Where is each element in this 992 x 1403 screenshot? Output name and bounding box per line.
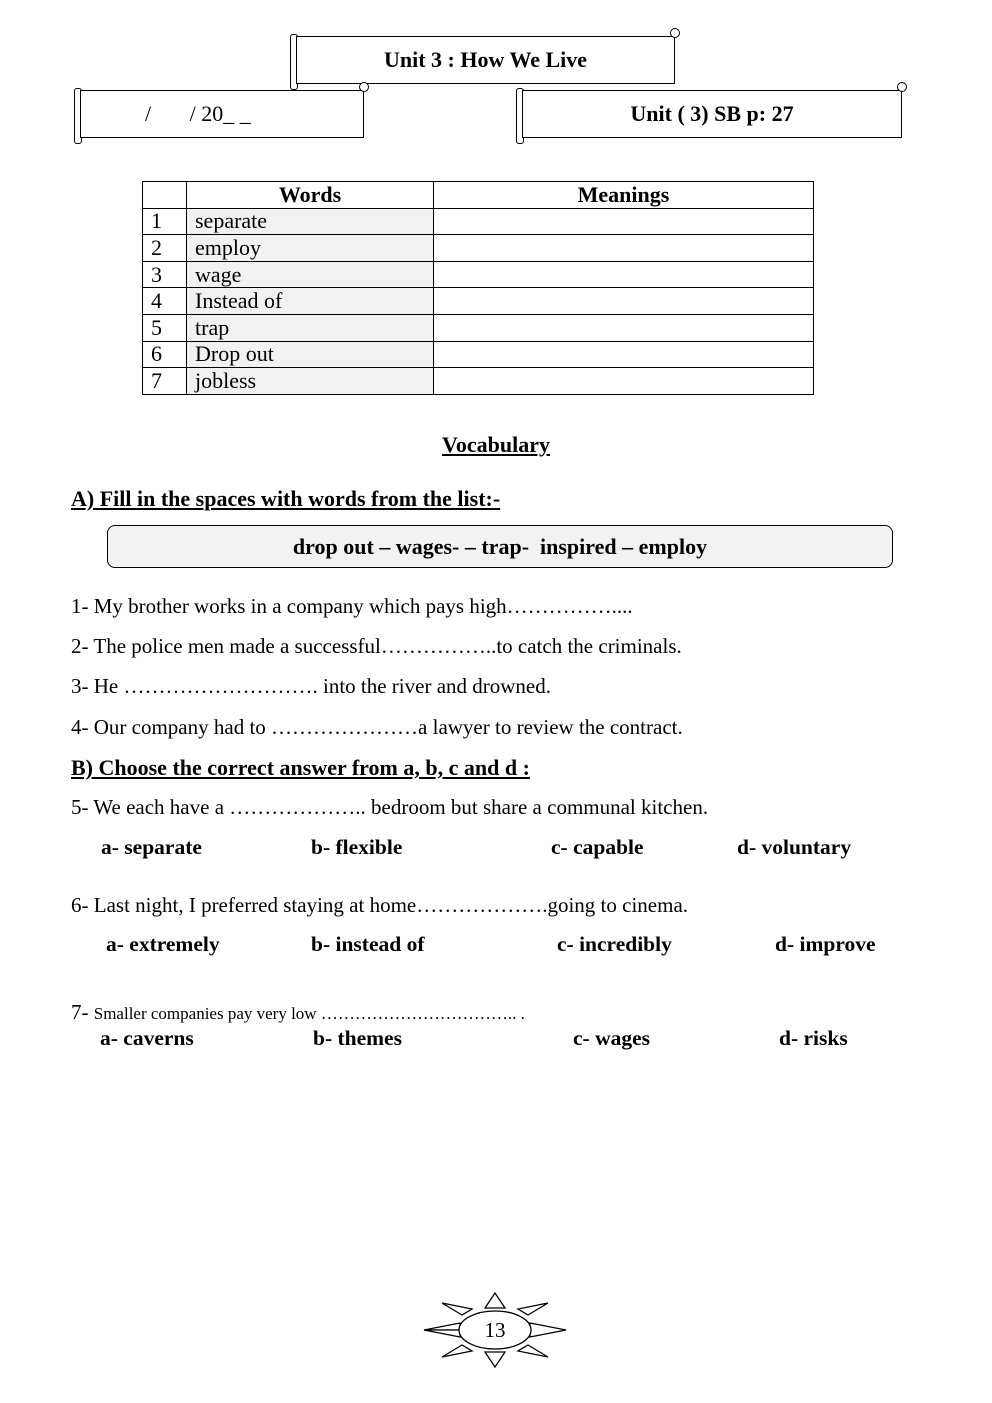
scroll-curl <box>670 28 680 38</box>
word-cell: separate <box>187 208 434 235</box>
question-number: 6- <box>71 893 89 917</box>
section-title: Vocabulary <box>442 432 550 457</box>
option-5a[interactable]: a- separate <box>101 835 202 859</box>
word-cell: trap <box>187 314 434 341</box>
table-row <box>143 288 814 315</box>
meaning-cell[interactable] <box>434 261 814 288</box>
row-number: 3 <box>143 261 187 288</box>
meanings-column-header: Meanings <box>434 182 814 209</box>
question-text: Last night, I preferred staying at home……………….going to cinema. <box>93 893 689 917</box>
table-row <box>143 368 814 395</box>
option-7c[interactable]: c- wages <box>573 1026 651 1050</box>
words-column-header: Words <box>187 182 434 209</box>
question-text: We each have a ……………….. bedroom but share a communal kitchen. <box>93 795 709 819</box>
question-5[interactable] <box>71 795 708 820</box>
meaning-cell[interactable] <box>434 341 814 368</box>
table-header-row <box>143 182 814 209</box>
word-list: drop out – wages- – trap- inspired – employ <box>292 533 708 559</box>
question-1[interactable]: 1- My brother works in a company which pays high…………….... <box>71 594 633 618</box>
sb-reference: Unit ( 3) SB p: 27 <box>630 101 794 126</box>
table-row <box>143 341 814 368</box>
vocab-table <box>142 181 814 395</box>
question-text: Smaller companies pay very low …………………………….. . <box>93 1004 525 1023</box>
row-number: 5 <box>143 314 187 341</box>
option-7b[interactable]: b- themes <box>313 1026 402 1050</box>
scroll-curl <box>897 82 907 92</box>
option-5d[interactable]: d- voluntary <box>737 835 852 859</box>
option-6a[interactable]: a- extremely <box>106 932 220 956</box>
date-field[interactable]: / / 20_ _ <box>145 101 251 126</box>
question-6[interactable] <box>71 893 688 918</box>
row-number: 2 <box>143 235 187 262</box>
option-5c[interactable]: c- capable <box>551 835 644 859</box>
option-5b[interactable]: b- flexible <box>311 835 403 859</box>
question-number: 7- <box>71 1000 89 1024</box>
question-number: 5- <box>71 795 89 819</box>
question-4[interactable]: 4- Our company had to …………………a lawyer to review the contract. <box>71 715 683 739</box>
page-number-ornament <box>422 1290 568 1370</box>
table-row <box>143 261 814 288</box>
word-cell: Drop out <box>187 341 434 368</box>
table-row <box>143 314 814 341</box>
row-number: 4 <box>143 288 187 315</box>
row-number: 1 <box>143 208 187 235</box>
meaning-cell[interactable] <box>434 288 814 315</box>
word-list-box <box>107 525 893 568</box>
option-6b[interactable]: b- instead of <box>311 932 425 956</box>
part-a-heading: A) Fill in the spaces with words from the list:- <box>71 486 501 511</box>
sb-ref-banner <box>516 84 902 138</box>
option-7d[interactable]: d- risks <box>779 1026 848 1050</box>
word-cell: jobless <box>187 368 434 395</box>
word-cell: wage <box>187 261 434 288</box>
table-row <box>143 235 814 262</box>
option-6d[interactable]: d- improve <box>775 932 876 956</box>
part-b-heading: B) Choose the correct answer from a, b, c and d : <box>71 755 530 780</box>
unit-title: Unit 3 : How We Live <box>383 47 588 72</box>
word-cell: Instead of <box>187 288 434 315</box>
unit-title-banner <box>290 30 675 84</box>
meaning-cell[interactable] <box>434 314 814 341</box>
number-column-header <box>143 182 187 209</box>
row-number: 7 <box>143 368 187 395</box>
scroll-curl <box>359 82 369 92</box>
meaning-cell[interactable] <box>434 235 814 262</box>
question-3[interactable]: 3- He ………………………. into the river and drowned. <box>71 674 551 698</box>
row-number: 6 <box>143 341 187 368</box>
page-number: 13 <box>484 1318 506 1342</box>
meaning-cell[interactable] <box>434 368 814 395</box>
question-7[interactable] <box>71 1000 525 1025</box>
question-2[interactable]: 2- The police men made a successful……………..to catch the criminals. <box>71 634 682 658</box>
date-banner <box>74 84 364 138</box>
option-7a[interactable]: a- caverns <box>100 1026 194 1050</box>
meaning-cell[interactable] <box>434 208 814 235</box>
word-cell: employ <box>187 235 434 262</box>
option-6c[interactable]: c- incredibly <box>557 932 672 956</box>
table-row <box>143 208 814 235</box>
